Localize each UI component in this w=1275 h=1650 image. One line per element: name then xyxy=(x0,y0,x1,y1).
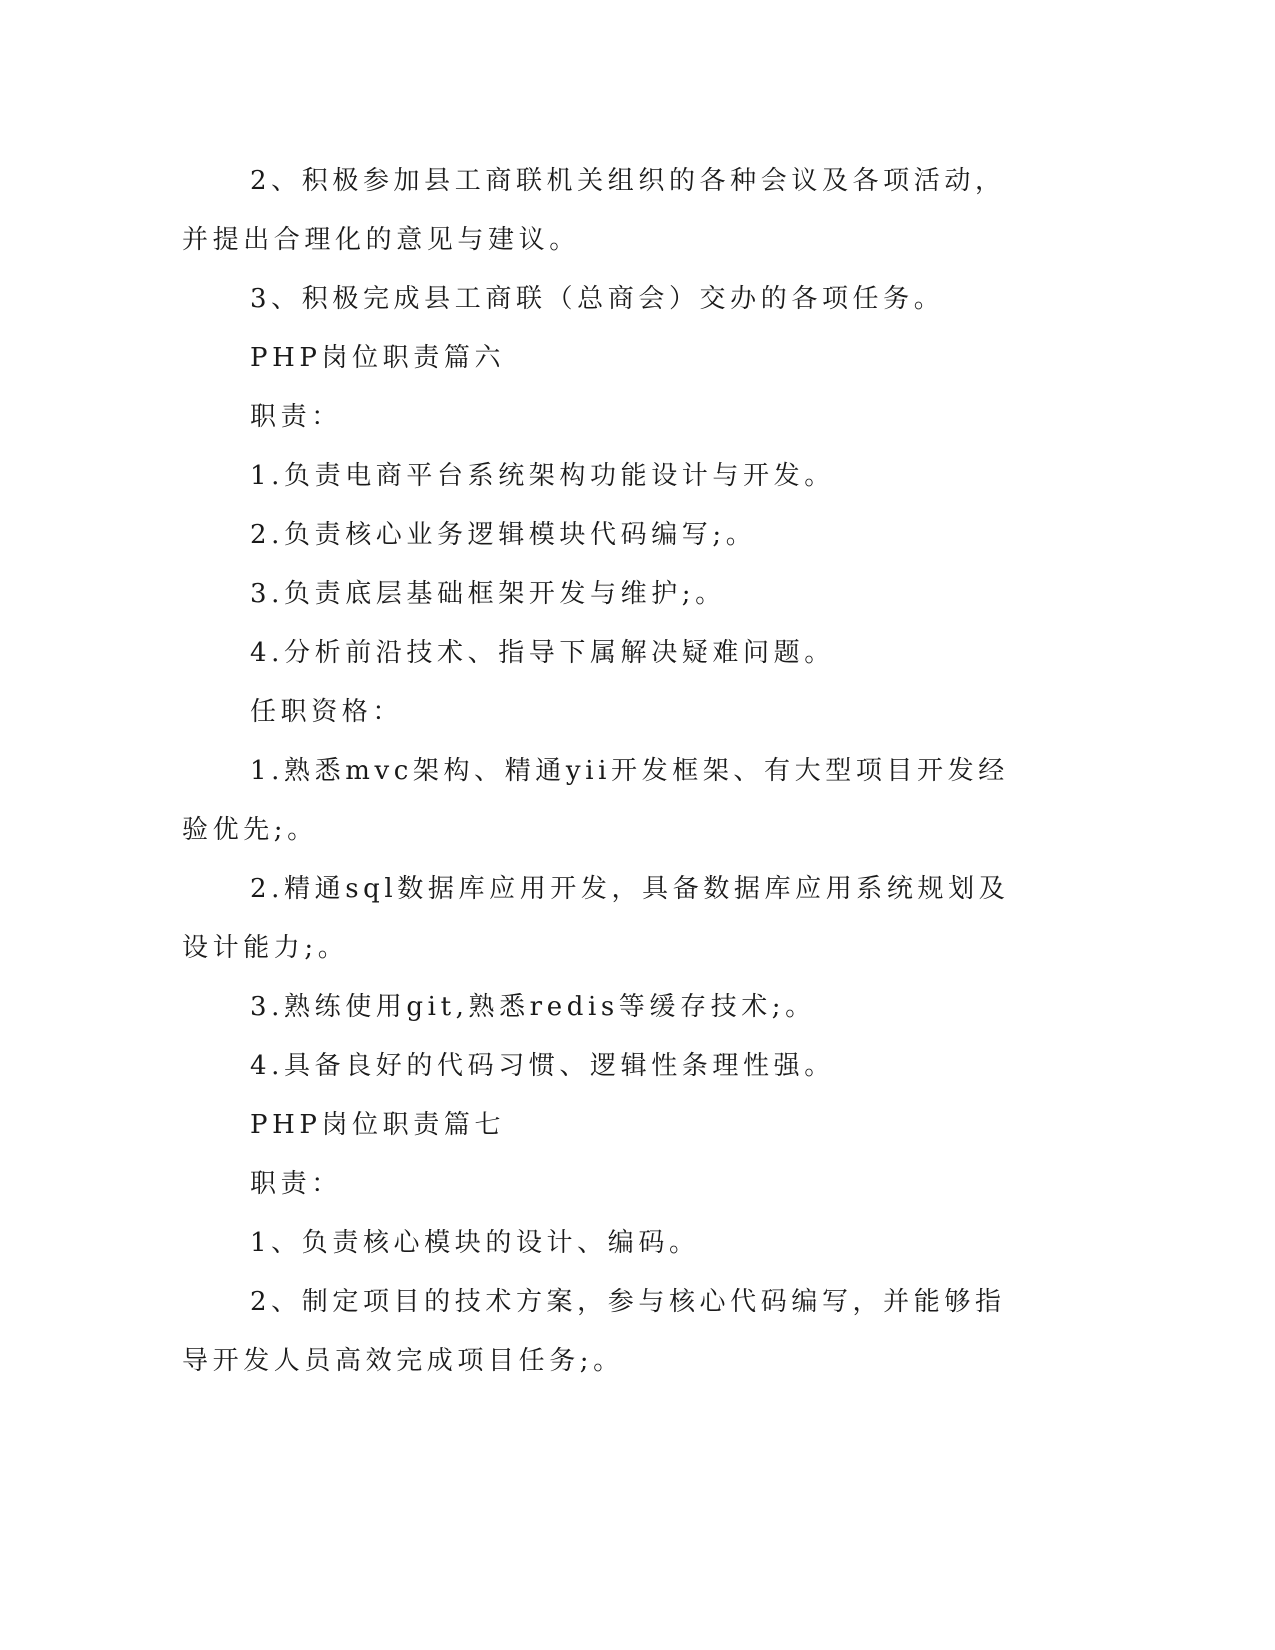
list-item: 4.具备良好的代码习惯、逻辑性条理性强。 xyxy=(250,1051,835,1081)
section-heading: PHP岗位职责篇六 xyxy=(250,343,506,373)
paragraph: 职责： xyxy=(250,1169,342,1199)
paragraph: 2、积极参加县工商联机关组织的各种会议及各项活动，并提出合理化的意见与建议。 xyxy=(182,166,1006,255)
list-item: 2、制定项目的技术方案，参与核心代码编写，并能够指导开发人员高效完成项目任务;。 xyxy=(182,1287,1006,1376)
document-body xyxy=(182,152,1022,1391)
paragraph: 职责： xyxy=(250,402,342,432)
paragraph: 任职资格： xyxy=(250,697,404,727)
list-item: 1、负责核心模块的设计、编码。 xyxy=(250,1228,700,1258)
list-item: 3.负责底层基础框架开发与维护;。 xyxy=(250,579,726,609)
section-heading: PHP岗位职责篇七 xyxy=(250,1110,506,1140)
list-item: 3.熟练使用git,熟悉redis等缓存技术;。 xyxy=(250,992,816,1022)
list-item: 1.熟悉mvc架构、精通yii开发框架、有大型项目开发经验优先;。 xyxy=(182,756,1009,845)
paragraph: 3、积极完成县工商联（总商会）交办的各项任务。 xyxy=(250,284,945,314)
list-item: 1.负责电商平台系统架构功能设计与开发。 xyxy=(250,461,835,491)
list-item: 2.精通sql数据库应用开发，具备数据库应用系统规划及设计能力;。 xyxy=(182,874,1010,963)
list-item: 4.分析前沿技术、指导下属解决疑难问题。 xyxy=(250,638,835,668)
list-item: 2.负责核心业务逻辑模块代码编写;。 xyxy=(250,520,757,550)
